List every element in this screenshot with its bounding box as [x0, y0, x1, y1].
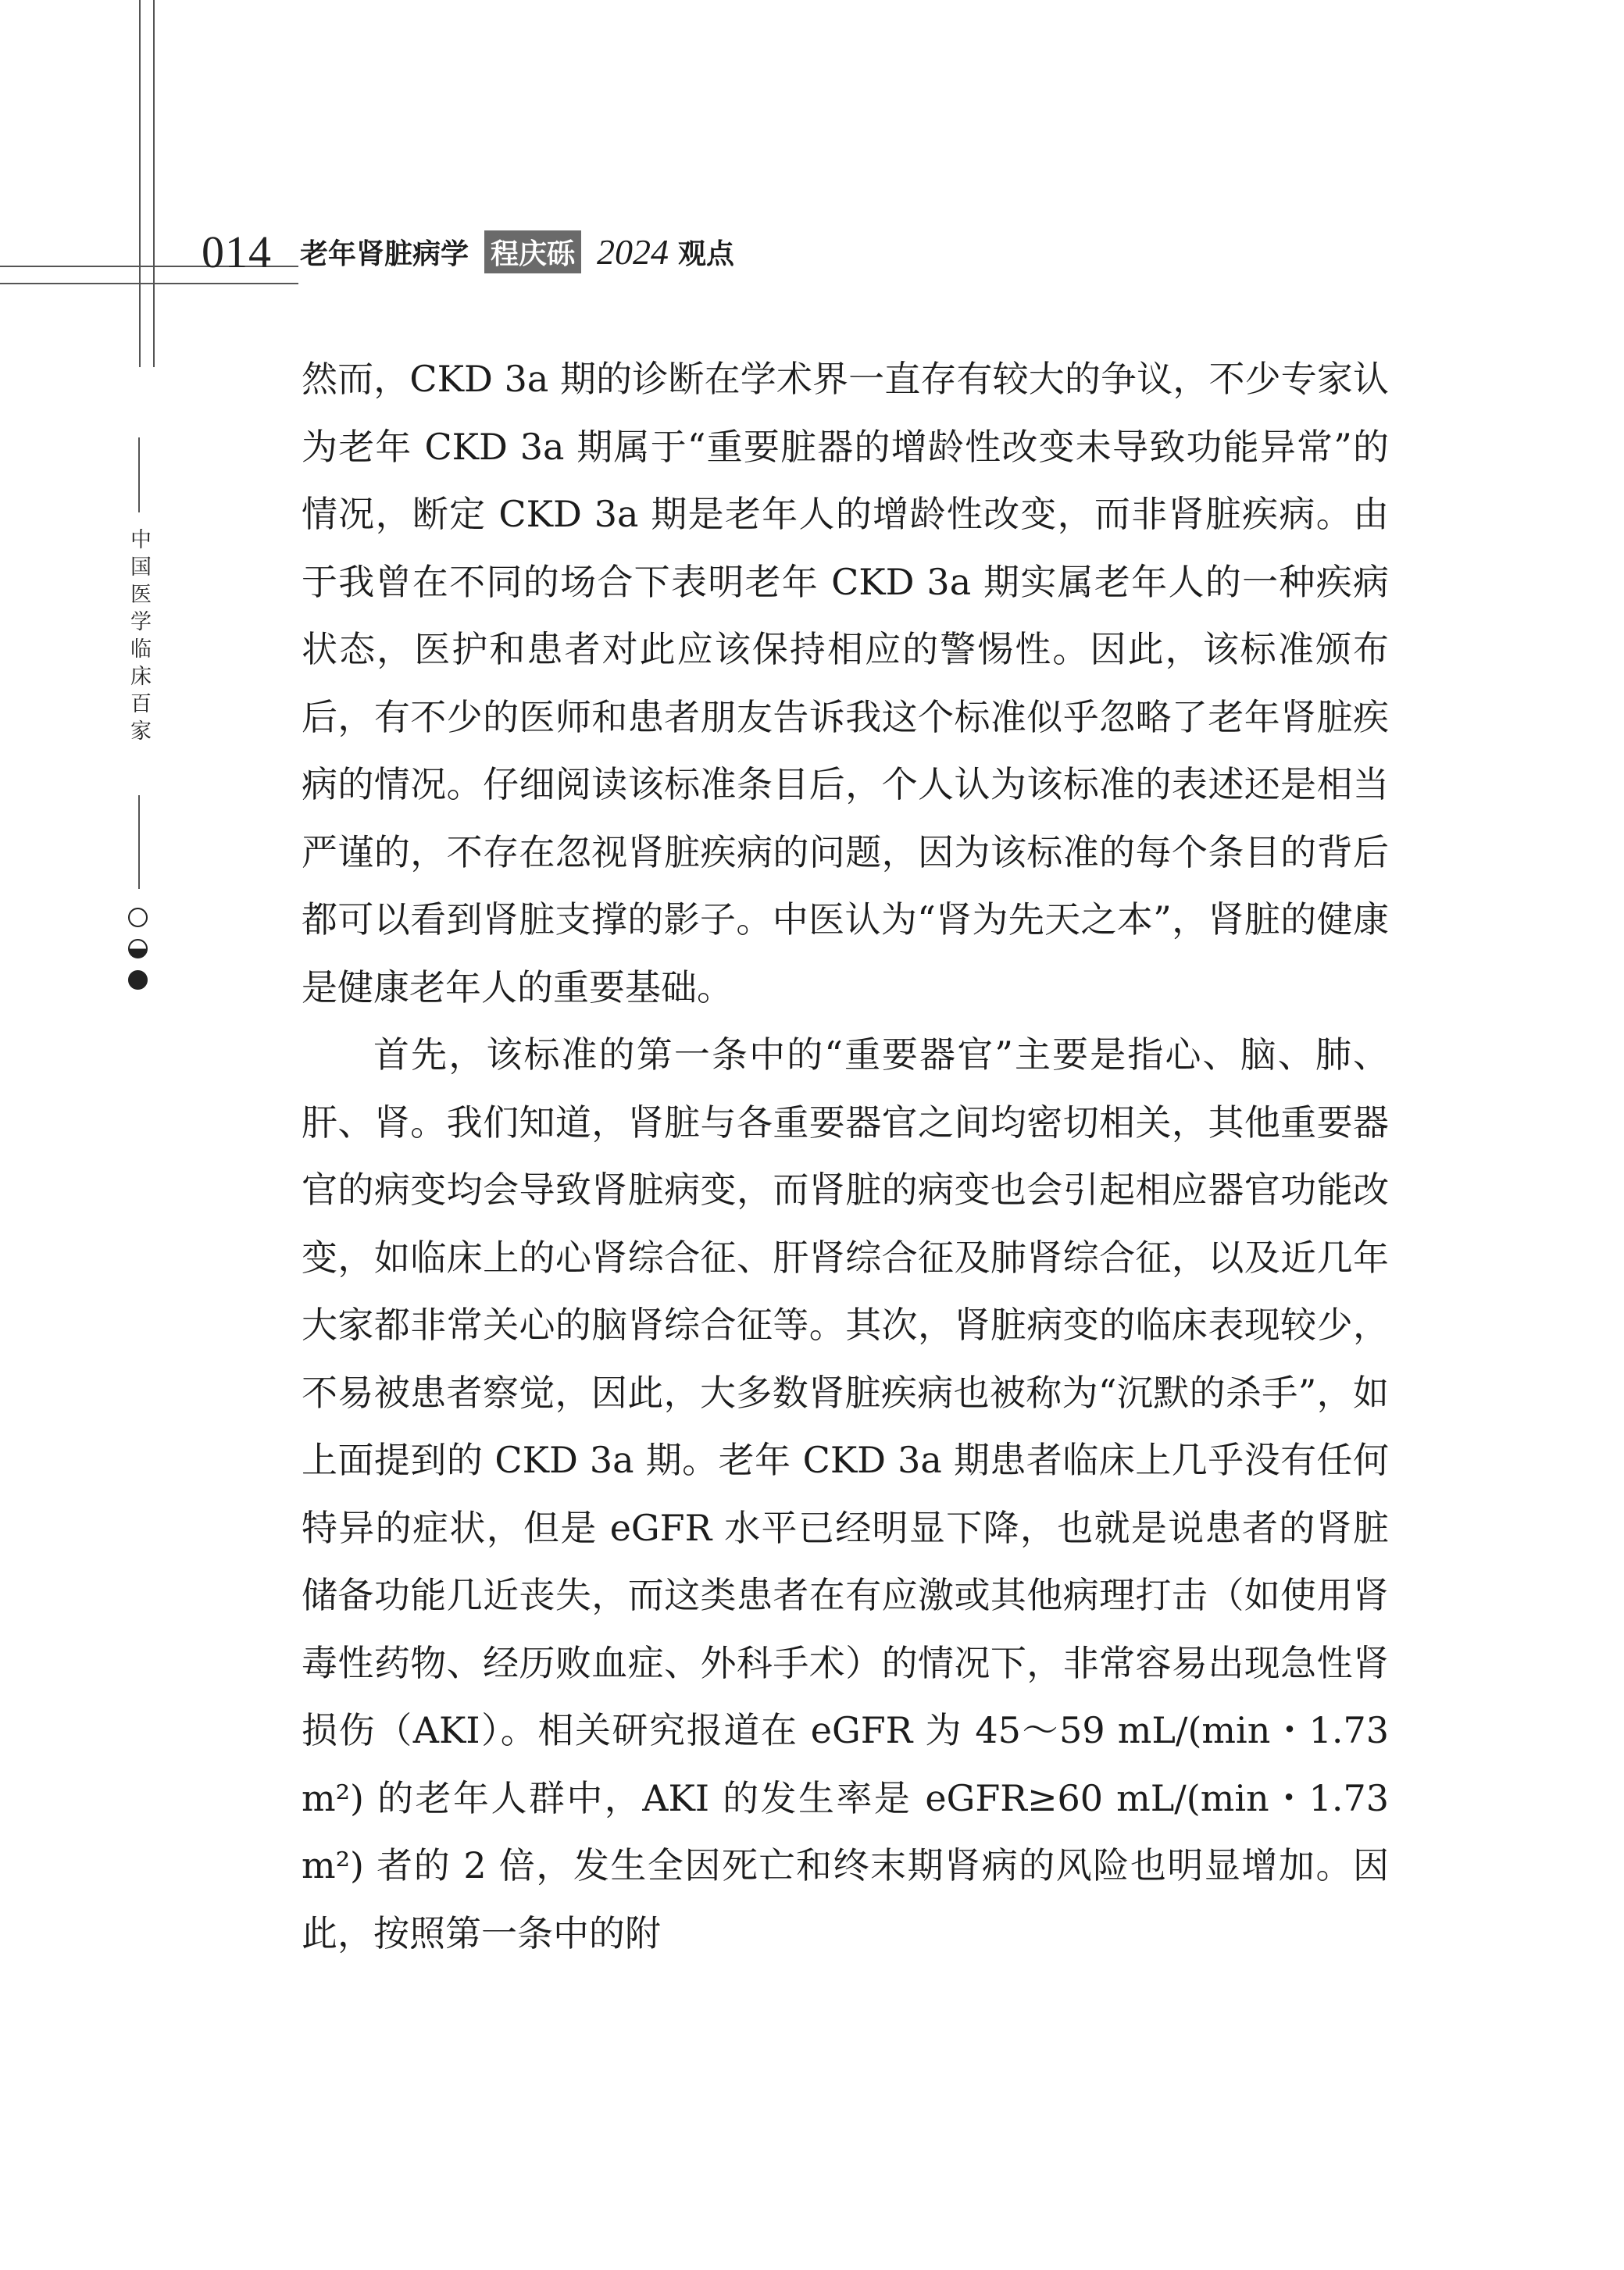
running-header: [202, 220, 734, 283]
author-badge: 程庆砾: [484, 230, 581, 273]
circle-half-icon: [128, 939, 148, 958]
body-text: [302, 345, 1389, 1967]
year-label: 2024: [597, 231, 669, 272]
circle-outline-icon: [128, 908, 148, 927]
vertical-rule-inner: [153, 0, 155, 367]
series-name-vertical: 中国医学临床百家: [127, 528, 151, 747]
book-title: 老年肾脏病学: [300, 237, 469, 270]
header-rule-bottom: [0, 283, 298, 284]
side-rule-bottom: [138, 795, 140, 889]
paragraph-1: 然而，CKD 3a 期的诊断在学术界一直存有较大的争议，不少专家认为老年 CKD 3a 期属于“重要脏器的增龄性改变未导致功能异常”的情况，断定 CKD 3a 期是老年人的增龄性改变，而非肾脏疾病。由于我曾在不同的场合下表明老年 CKD 3a 期实属老年人的一种疾病状态，医护和患者对此应该保持相应的警惕性。因此，该标准颁布后，有不少的医师和患者朋友告诉我这个标准似乎忽略了老年肾脏疾病的情况。仔细阅读该标准条目后，个人认为该标准的表述还是相当严谨的，不存在忽视肾脏疾病的问题，因为该标准的每个条目的背后都可以看到肾脏支撑的影子。中医认为“肾为先天之本”，肾脏的健康是健康老年人的重要基础。: [302, 358, 1389, 1008]
page-number: 014: [202, 226, 272, 277]
vertical-rule-outer: [139, 0, 141, 367]
section-marker: [128, 908, 152, 1001]
side-rule-top: [138, 437, 140, 512]
circle-filled-icon: [128, 970, 148, 990]
paragraph-2: 首先，该标准的第一条中的“重要器官”主要是指心、脑、肺、肝、肾。我们知道，肾脏与各重要器官之间均密切相关，其他重要器官的病变均会导致肾脏病变，而肾脏的病变也会引起相应器官功能改变，如临床上的心肾综合征、肝肾综合征及肺肾综合征，以及近几年大家都非常关心的脑肾综合征等。其次，肾脏病变的临床表现较少，不易被患者察觉，因此，大多数肾脏疾病也被称为“沉默的杀手”，如上面提到的 CKD 3a 期。老年 CKD 3a 期患者临床上几乎没有任何特异的症状，但是 eGFR 水平已经明显下降，也就是说患者的肾脏储备功能几近丧失，而这类患者在有应激或其他病理打击（如使用肾毒性药物、经历败血症、外科手术）的情况下，非常容易出现急性肾损伤（AKI）。相关研究报道在 eGFR 为 45～59 mL/(min・1.73 m²) 的老年人群中，AKI 的发生率是 eGFR≥60 mL/(min・1.73 m²) 者的 2 倍，发生全因死亡和终末期肾病的风险也明显增加。因此，按照第一条中的附: [302, 1033, 1389, 1954]
viewpoint-label: 观点: [678, 237, 735, 270]
